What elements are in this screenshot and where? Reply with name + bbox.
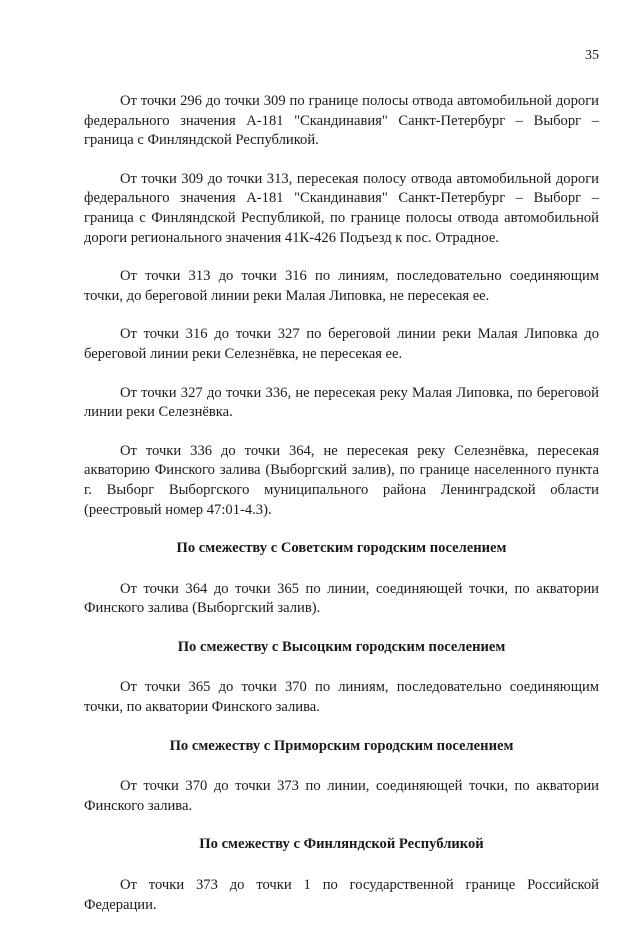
paragraph: От точки 370 до точки 373 по линии, соединяющей точки, по акватории Финского залива.: [84, 778, 599, 814]
paragraph: От точки 365 до точки 370 по линиям, последовательно соединяющим точки, по акватории Финского залива.: [84, 679, 599, 716]
section-heading: По смежеству с Приморским городским поселением: [169, 737, 514, 754]
paragraph: От точки 336 до точки 364, не пересекая реку Селезнёвка, пересекая акваторию Финского залива (Выборгский залив), по границе населенного пункта г. Выборг Выборгского муниципального района Ленинградской области (реестровый номер 47:01-4.3).: [84, 442, 599, 518]
paragraph: От точки 373 до точки 1 по государственной границе Российской Федерации.: [84, 877, 599, 913]
paragraph: От точки 309 до точки 313, пересекая полосу отвода автомобильной дороги федерального значения А-181 "Скандинавия" Санкт-Петербург – Выборг – граница с Финляндской Республикой, по границе полосы отвода автомобильной дороги регионального значения 41К-426 Подъезд к пос. Отрадное.: [84, 170, 599, 246]
paragraph: От точки 316 до точки 327 по береговой линии реки Малая Липовка до береговой линии реки Селезнёвка, не пересекая ее.: [84, 326, 599, 362]
paragraph: От точки 364 до точки 365 по линии, соединяющей точки, по акватории Финского залива (Выборгский залив).: [84, 580, 599, 617]
paragraph: От точки 327 до точки 336, не пересекая реку Малая Липовка, по береговой линии реки Селезнёвка.: [84, 384, 599, 421]
paragraph: От точки 296 до точки 309 по границе полосы отвода автомобильной дороги федерального значения А-181 "Скандинавия" Санкт-Петербург – Выборг – граница с Финляндской Республикой.: [84, 93, 599, 149]
page-number: 35: [585, 48, 599, 63]
paragraph: От точки 313 до точки 316 по линиям, последовательно соединяющим точки, до береговой линии реки Малая Липовка, не пересекая ее.: [84, 268, 599, 304]
document-body: [84, 92, 599, 934]
section-heading: По смежеству с Высоцким городским поселением: [177, 638, 506, 655]
section-heading: По смежеству с Советским городским поселением: [176, 540, 507, 557]
section-heading: По смежеству с Финляндской Республикой: [199, 836, 484, 853]
